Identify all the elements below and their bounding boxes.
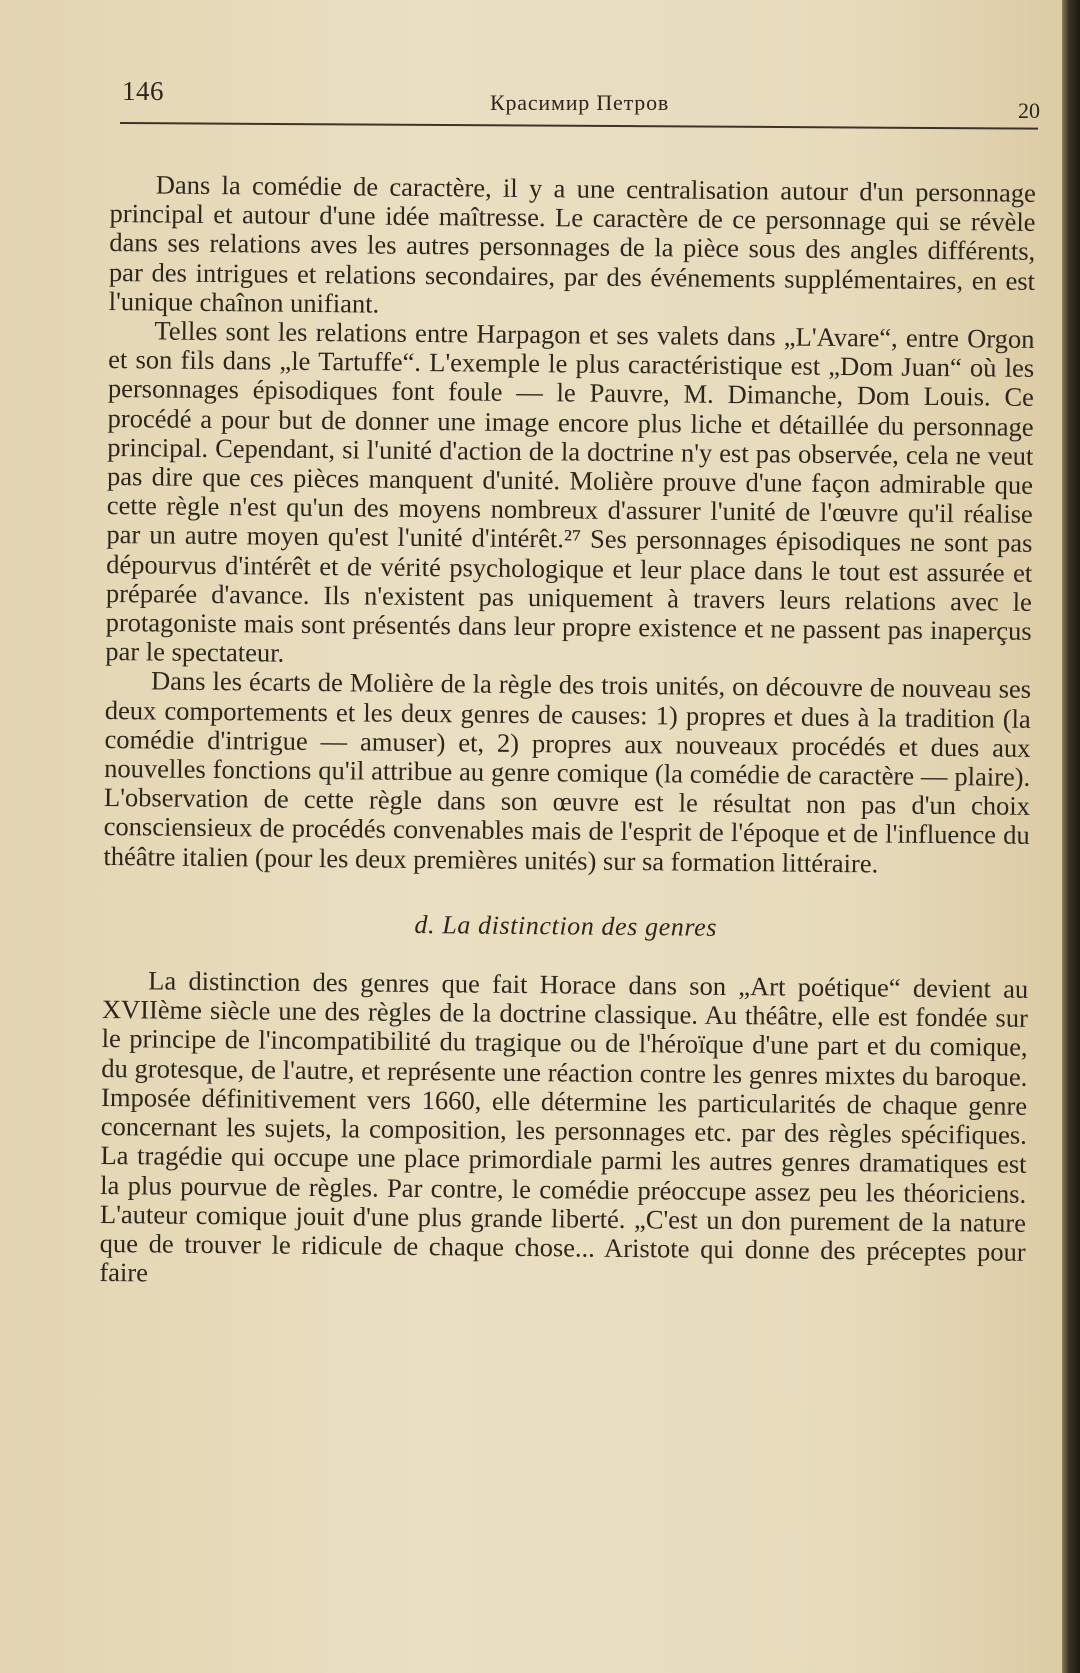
paragraph-2: Telles sont les relations entre Harpagon et ses valets dans „L'Avare“, entre Orgon et son fils dans „le Tartuffe“. L'exemple le plus caractéristique est „Dom Juan“ où les personnages épisodiques font foule — le Pauvre, M. Dimanche, Dom Louis. Ce procédé a pour but de donner une image encore plus liche et détaillée du personnage principal. Cependant, si l'unité d'action de la doctrine n'y est pas observée, cela ne veut pas dire que ces pièces manquent d'unité. Molière prouve d'une façon admirable que cette règle n'est qu'un des moyens nombreux d'assurer l'unité de l'œuvre qu'il réalise par un autre moyen qu'est l'unité d'intérêt.²⁷ Ses personnages épisodiques ne sont pas dépourvus d'intérêt et de vérité psychologique et leur place dans le tout est assurée et préparée d'avance. Ils n'existent pas uniquement à travers leurs relations avec le protagoniste mais sont présentés dans leur propre existence et ne passent pas inaperçus par le spectateur. xyxy=(105,315,1035,668)
paragraph-1: Dans la comédie de caractère, il y a une centralisation autour d'un personnage principal et autour d'une idée maîtresse. Le caractère de ce personnage qui se révèle dans ses relations aves les autres personnages de la pièce sous des angles différents, par des intrigues et relations secondaires, par des événements supplémentaires, en est l'unique chaînon unifiant. xyxy=(108,169,1036,319)
book-spine-edge xyxy=(1062,0,1080,1673)
page-number: 146 xyxy=(122,76,164,106)
note-number: 20 xyxy=(1018,98,1040,123)
paragraph-3: Dans les écarts de Molière de la règle des trois unités, on découvre de nouveau ses deux comportements et les deux genres de causes: 1) propres et dues à la tradition (la comédie d'intrigue — amuser) et, 2) propres aux nouveaux procédés et dues aux nouvelles fonctions qu'il attribue au genre comique (la comédie de caractère — plaire). L'observation de cette règle dans son œuvre est le résultat non pas d'un choix consciensieux de procédés convenables mais de l'esprit de l'époque et de l'influence du théâtre italien (pour les deux premières unités) sur sa formation littéraire. xyxy=(103,665,1032,879)
paragraph-4: La distinction des genres que fait Horace dans son „Art poétique“ devient au XVIIème siècle une des règles de la doctrine classique. Au théâtre, elle est fondée sur le principe de l'incompatibilité du tragique ou de l'héroïque d'une part et du comique, du grotesque, de l'autre, et représente une réaction contre les genres mixtes du baroque. Imposée définitivement vers 1660, elle détermine les particularités de chaque genre concernant les sujets, la composition, les personnages etc. par des règles spécifiques. La tragédie qui occupe une place primordiale parmi les autres genres dramatiques est la plus pourvue de règles. Par contre, le comédie préoccupe assez peu les théoriciens. L'auteur comique jouit d'une plus grande liberté. „C'est un don purement de la nature que de trouver le ridicule de chaque chose... Aristote qui donne des préceptes pour faire xyxy=(99,965,1029,1288)
running-head-author: Красимир Петров xyxy=(490,90,670,115)
page-header xyxy=(120,68,1040,128)
body-text xyxy=(99,170,1036,1296)
section-heading: d. La distinction des genres xyxy=(414,909,718,942)
